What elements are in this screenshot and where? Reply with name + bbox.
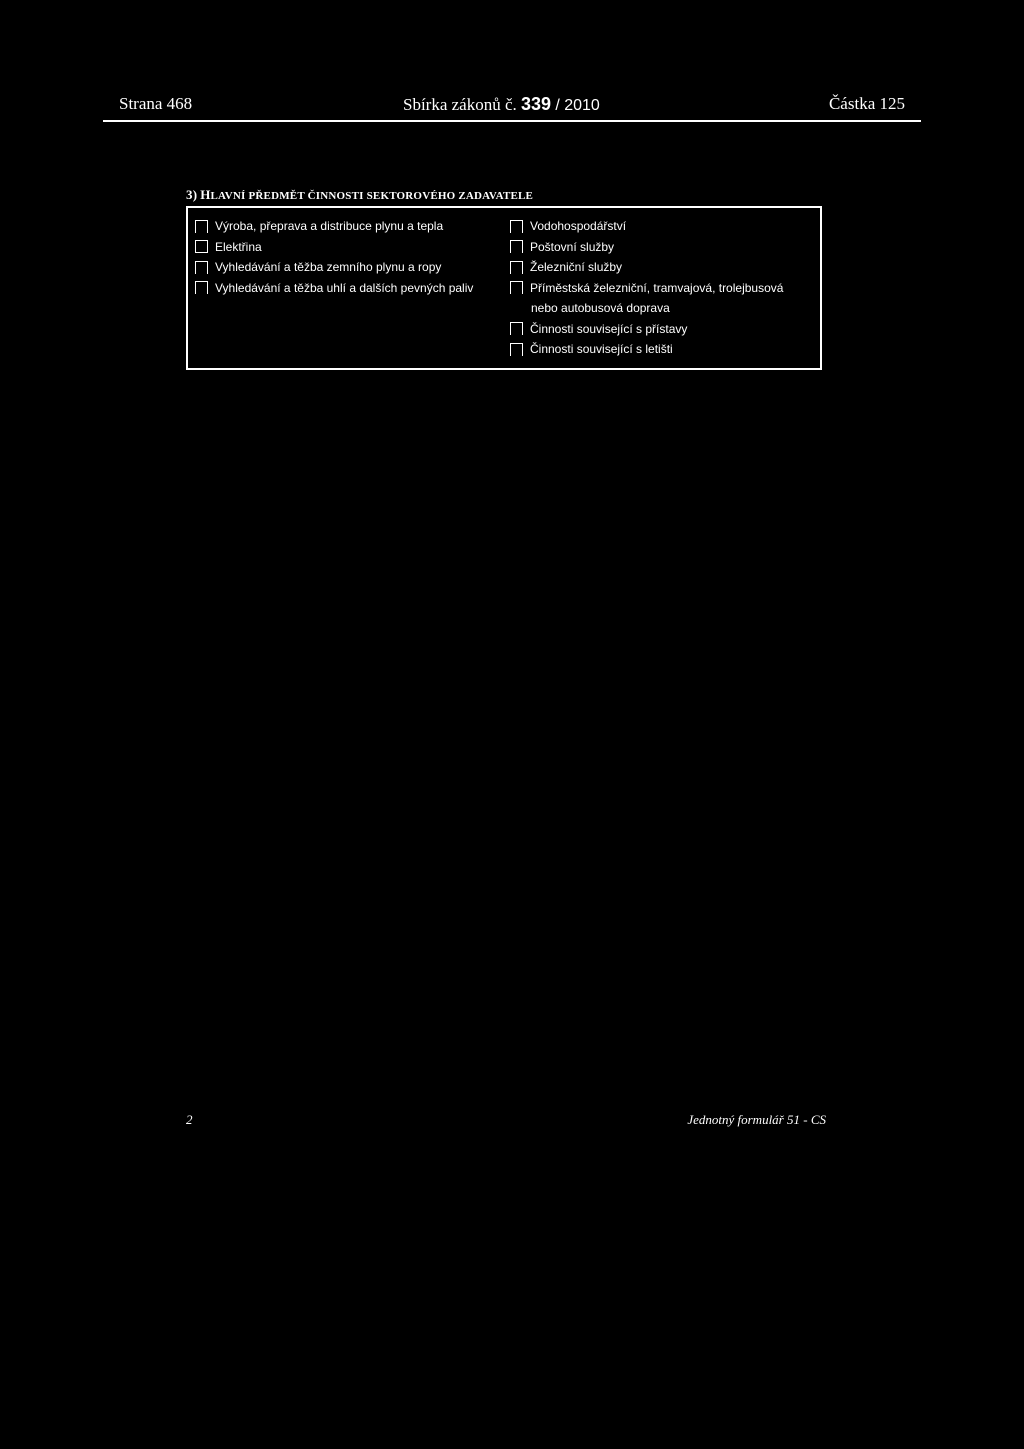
footer-page-number: 2: [186, 1112, 193, 1127]
checkbox[interactable]: [195, 281, 208, 294]
option-row: [510, 216, 783, 237]
option-label: Elektřina: [215, 239, 262, 254]
law-number: 339: [521, 94, 552, 114]
option-row: [510, 319, 783, 340]
option-label: Činnosti související s přístavy: [530, 321, 688, 336]
checkbox[interactable]: [195, 261, 208, 274]
option-label: Příměstská železniční, tramvajová, trolejbusová: [530, 280, 784, 295]
footer-form-name: Jednotný formulář 51 - CS: [687, 1112, 826, 1127]
option-row: [195, 237, 473, 258]
option-row: [195, 278, 473, 299]
option-label-continuation: nebo autobusová doprava: [531, 301, 670, 316]
section-title: [186, 187, 533, 203]
option-row: [510, 257, 783, 278]
activity-box: [186, 206, 822, 370]
section-title-initial: H: [200, 187, 211, 202]
part-label: Částka 125: [828, 94, 905, 113]
option-row: [195, 216, 473, 237]
checkbox[interactable]: [510, 281, 523, 294]
checkbox[interactable]: [510, 261, 523, 274]
checkbox[interactable]: [195, 220, 208, 233]
option-row: [510, 339, 783, 360]
page-header: [103, 92, 921, 122]
option-label: Železniční služby: [530, 260, 623, 275]
left-options-column: [195, 216, 473, 298]
checkbox[interactable]: [195, 240, 208, 253]
section-number: 3): [186, 187, 198, 202]
option-label: Vyhledávání a těžba uhlí a dalších pevných paliv: [215, 280, 474, 295]
option-label: Poštovní služby: [530, 239, 615, 254]
right-options-column: [510, 216, 783, 360]
option-label: Výroba, přeprava a distribuce plynu a tepla: [215, 219, 444, 234]
option-row: [195, 257, 473, 278]
checkbox[interactable]: [510, 322, 523, 335]
checkbox[interactable]: [510, 240, 523, 253]
collection-prefix: Sbírka zákonů č.: [403, 95, 517, 114]
option-row: [510, 237, 783, 258]
option-label: Činnosti související s letišti: [530, 342, 673, 357]
checkbox[interactable]: [510, 220, 523, 233]
option-row: [510, 278, 783, 299]
law-year: / 2010: [555, 97, 600, 114]
collection-title: [403, 94, 600, 115]
checkbox[interactable]: [510, 343, 523, 356]
page-number-label: Strana 468: [119, 94, 193, 113]
section-title-text: LAVNÍ PŘEDMĚT ČINNOSTI SEKTOROVÉHO ZADAVATELE: [210, 190, 534, 202]
option-label: Vodohospodářství: [530, 219, 627, 234]
option-label: Vyhledávání a těžba zemního plynu a ropy: [215, 260, 442, 275]
